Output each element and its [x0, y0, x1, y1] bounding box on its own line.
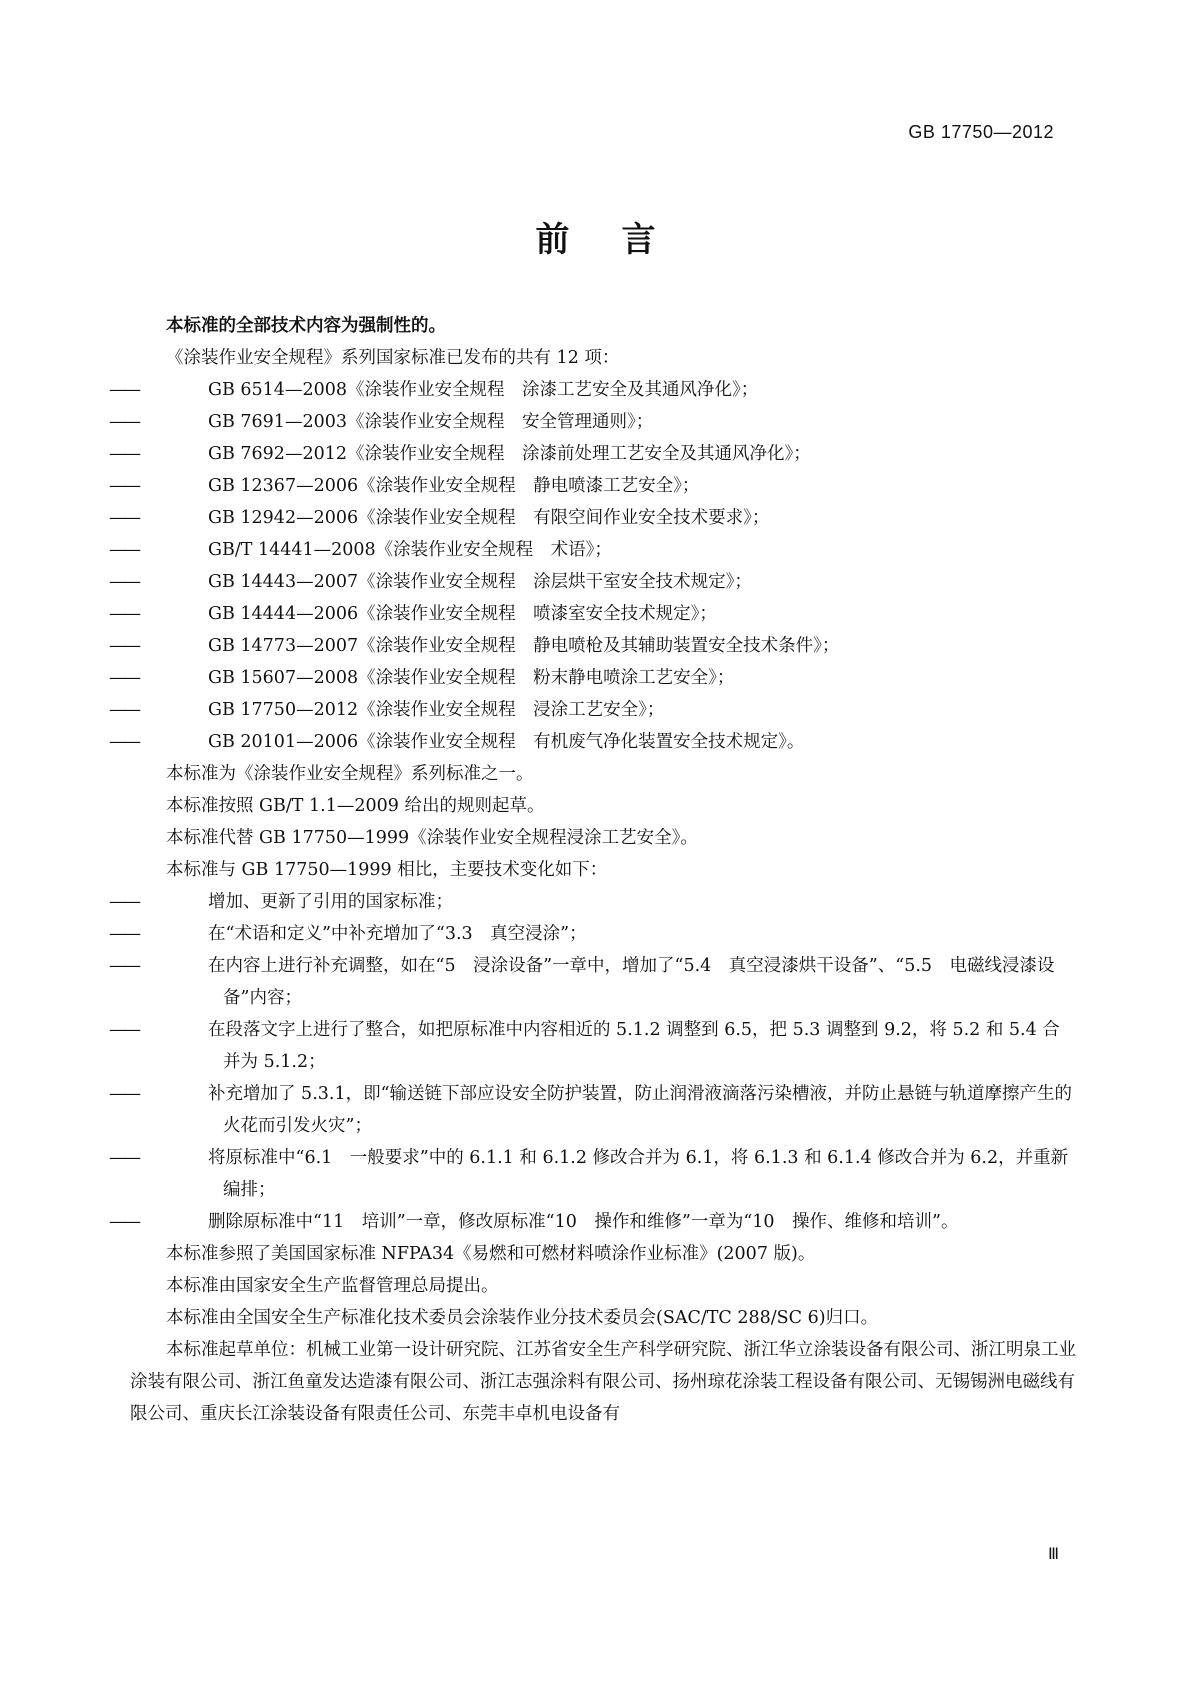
dash: —— [109, 572, 138, 592]
dash: —— [109, 636, 138, 656]
dash: —— [109, 892, 138, 912]
dash: —— [109, 476, 138, 496]
list-item: —— GB 20101—2006《涂装作业安全规程 有机废气净化装置安全技术规定》。 [130, 726, 1076, 758]
page-number: Ⅲ [1047, 1546, 1059, 1563]
dash: —— [109, 700, 138, 720]
list-item: —— GB 7692—2012《涂装作业安全规程 涂漆前处理工艺安全及其通风净化》； [130, 438, 1076, 470]
list-item: —— 在“术语和定义”中补充增加了“3.3 真空浸涂”； [130, 918, 1076, 950]
dash: —— [109, 508, 138, 528]
list-item: —— 将原标准中“6.1 一般要求”中的 6.1.1 和 6.1.2 修改合并为 6.1，将 6.1.3 和 6.1.4 修改合并为 6.2，并重新编排； [130, 1142, 1076, 1206]
dash: —— [109, 604, 138, 624]
series-intro: 《涂装作业安全规程》系列国家标准已发布的共有 12 项： [166, 348, 620, 368]
series-statement: 本标准为《涂装作业安全规程》系列标准之一。 [166, 764, 534, 784]
list-item: —— 在段落文字上进行了整合，如把原标准中内容相近的 5.1.2 调整到 6.5，把 5.3 调整到 9.2，将 5.2 和 5.4 合并为 5.1.2； [130, 1014, 1076, 1078]
list-item: —— GB 14773—2007《涂装作业安全规程 静电喷枪及其辅助装置安全技术条件》； [130, 630, 1076, 662]
dash: —— [109, 380, 138, 400]
reference-statement: 本标准参照了美国国家标准 NFPA34《易燃和可燃材料喷涂作业标准》(2007 版)。 [166, 1244, 816, 1264]
page-title: 前言 [535, 220, 708, 260]
list-item: —— GB 14443—2007《涂装作业安全规程 涂层烘干室安全技术规定》； [130, 566, 1076, 598]
list-item: —— 增加、更新了引用的国家标准； [130, 886, 1076, 918]
dash: —— [109, 1212, 138, 1232]
list-item: —— 在内容上进行补充调整，如在“5 浸涂设备”一章中，增加了“5.4 真空浸漆烘干设备”、“5.5 电磁线浸漆设备”内容； [130, 950, 1076, 1014]
dash: —— [109, 1020, 138, 1040]
dash: —— [109, 444, 138, 464]
changes-list [109, 886, 1076, 1238]
centralized-by: 本标准由全国安全生产标准化技术委员会涂装作业分技术委员会(SAC/TC 288/SC 6)归口。 [166, 1308, 879, 1328]
list-item: —— 删除原标准中“11 培训”一章，修改原标准“10 操作和维修”一章为“10 操作、维修和培训”。 [130, 1206, 1076, 1238]
list-item: —— GB 15607—2008《涂装作业安全规程 粉末静电喷涂工艺安全》； [130, 662, 1076, 694]
dash: —— [109, 668, 138, 688]
list-item: —— 补充增加了 5.3.1，即“输送链下部应设安全防护装置，防止润滑液滴落污染槽液，并防止悬链与轨道摩擦产生的火花而引发火灾”； [130, 1078, 1076, 1142]
series-list [109, 374, 1076, 758]
list-item: —— GB/T 14441—2008《涂装作业安全规程 术语》； [130, 534, 1076, 566]
dash: —— [109, 1148, 138, 1168]
drafting-organizations: 本标准起草单位：机械工业第一设计研究院、江苏省安全生产科学研究院、浙江华立涂装设备有限公司、浙江明泉工业涂装有限公司、浙江鱼童发达造漆有限公司、浙江志强涂料有限公司、扬州琼花涂装工程设备有限公司、无锡锡洲电磁线有限公司、重庆长江涂装设备有限责任公司、东莞丰卓机电设备有 [130, 1340, 1076, 1424]
list-item: —— GB 6514—2008《涂装作业安全规程 涂漆工艺安全及其通风净化》； [130, 374, 1076, 406]
standard-number: GB 17750—2012 [908, 122, 1054, 142]
replaces-statement: 本标准代替 GB 17750—1999《涂装作业安全规程浸涂工艺安全》。 [166, 828, 698, 848]
list-item: —— GB 17750—2012《涂装作业安全规程 浸涂工艺安全》； [130, 694, 1076, 726]
proposed-by: 本标准由国家安全生产监督管理总局提出。 [166, 1276, 499, 1296]
dash: —— [109, 924, 138, 944]
dash: —— [109, 412, 138, 432]
list-item: —— GB 12367—2006《涂装作业安全规程 静电喷漆工艺安全》； [130, 470, 1076, 502]
list-item: —— GB 14444—2006《涂装作业安全规程 喷漆室安全技术规定》； [130, 598, 1076, 630]
list-item: —— GB 12942—2006《涂装作业安全规程 有限空间作业安全技术要求》； [130, 502, 1076, 534]
foreword-body [109, 310, 1076, 1430]
dash: —— [109, 1084, 138, 1104]
drafting-rules: 本标准按照 GB/T 1.1—2009 给出的规则起草。 [166, 796, 545, 816]
mandatory-statement: 本标准的全部技术内容为强制性的。 [166, 316, 446, 336]
dash: —— [109, 732, 138, 752]
list-item: —— GB 7691—2003《涂装作业安全规程 安全管理通则》； [130, 406, 1076, 438]
dash: —— [109, 540, 138, 560]
changes-intro: 本标准与 GB 17750—1999 相比，主要技术变化如下： [166, 860, 608, 880]
dash: —— [109, 956, 138, 976]
